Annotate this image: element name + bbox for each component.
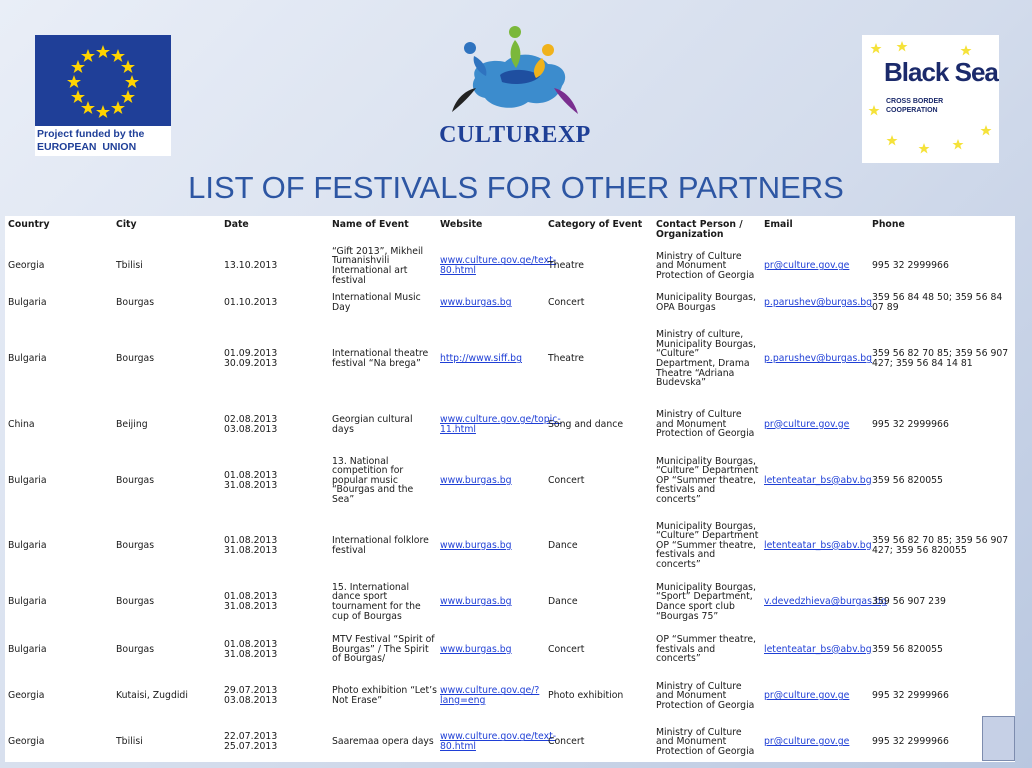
cell-website bbox=[437, 673, 545, 719]
eu-flag-icon bbox=[57, 41, 149, 121]
eu-star bbox=[81, 49, 95, 62]
cell-website bbox=[437, 513, 545, 578]
cell-website bbox=[437, 719, 557, 765]
eu-star bbox=[96, 45, 110, 58]
cell-contact: Ministry of Culture and Monument Protection of Georgia bbox=[656, 409, 755, 440]
eu-star bbox=[121, 60, 135, 73]
cell-phone: 359 56 82 70 85; 359 56 907 427; 359 56 84 14 81 bbox=[872, 348, 1009, 369]
cell-event-name: Saaremaa opera days bbox=[332, 736, 434, 748]
cell-email bbox=[761, 626, 872, 673]
table-row bbox=[5, 243, 1015, 289]
cell-country: Bulgaria bbox=[8, 596, 47, 608]
column-header-website: Website bbox=[440, 219, 483, 230]
cell-city: Bourgas bbox=[116, 643, 155, 655]
eu-star bbox=[81, 101, 95, 114]
cell-phone: 995 32 2999966 bbox=[872, 260, 949, 272]
column-header-country: Country bbox=[8, 219, 50, 230]
blacksea-logo-title: Black Sea bbox=[884, 57, 998, 87]
table-row bbox=[5, 513, 1015, 578]
cell-website bbox=[437, 243, 557, 289]
cell-country: Bulgaria bbox=[8, 297, 47, 309]
cell-date: 01.09.2013 30.09.2013 bbox=[224, 348, 278, 369]
email-link[interactable]: letenteatar_bs@abv.bg bbox=[764, 643, 872, 655]
cell-website bbox=[437, 401, 561, 448]
eu-star bbox=[96, 105, 110, 118]
culturexp-people-map-icon bbox=[430, 20, 600, 130]
cell-date: 01.08.2013 31.08.2013 bbox=[224, 638, 278, 660]
cell-country: Bulgaria bbox=[8, 643, 47, 655]
cell-event-name: Photo exhibition “Let’s Not Erase” bbox=[332, 685, 437, 706]
email-link[interactable]: p.parushev@burgas.bg bbox=[764, 353, 873, 365]
column-header-email: Email bbox=[764, 219, 793, 230]
logo-person-head-blue bbox=[464, 42, 476, 54]
email-link[interactable]: pr@culture.gov.ge bbox=[764, 260, 850, 272]
cell-event-name: MTV Festival “Spirit of Bourgas” / The Spirit of Bourgas/ bbox=[332, 634, 435, 665]
cell-contact: Ministry of Culture and Monument Protection of Georgia bbox=[656, 726, 755, 757]
column-header-phone: Phone bbox=[872, 219, 905, 230]
column-header-date: Date bbox=[224, 219, 249, 230]
bs-star bbox=[897, 41, 908, 52]
table-row bbox=[5, 401, 1015, 448]
cell-contact: Ministry of culture, Municipality Bourgas, “Culture” Department, Drama Theatre “Adriana Budevska” bbox=[656, 329, 756, 389]
website-link[interactable]: www.culture.gov.ge/?lang=eng bbox=[440, 685, 540, 706]
cell-website bbox=[437, 626, 545, 673]
cell-city: Bourgas bbox=[116, 297, 155, 309]
cell-category: Theatre bbox=[548, 353, 584, 365]
logo-swoosh-black bbox=[452, 88, 476, 112]
table-row bbox=[5, 317, 1015, 401]
cell-date: 22.07.2013 25.07.2013 bbox=[224, 731, 278, 752]
cell-phone: 995 32 2999966 bbox=[872, 736, 949, 748]
table-row bbox=[5, 719, 1015, 765]
blacksea-logo bbox=[862, 35, 999, 163]
cell-category: Dance bbox=[548, 596, 578, 608]
bs-star bbox=[961, 45, 972, 56]
table-row bbox=[5, 289, 1015, 317]
cell-website bbox=[437, 578, 545, 626]
cell-category: Concert bbox=[548, 297, 585, 309]
cell-category: Song and dance bbox=[548, 418, 624, 430]
cell-country: Georgia bbox=[8, 736, 45, 748]
cell-category: Theatre bbox=[548, 260, 584, 272]
cell-date: 29.07.2013 03.08.2013 bbox=[224, 685, 278, 706]
email-link[interactable]: pr@culture.gov.ge bbox=[764, 690, 850, 702]
cell-country: Bulgaria bbox=[8, 474, 47, 486]
cell-email bbox=[761, 317, 873, 401]
cell-country: Georgia bbox=[8, 690, 45, 702]
email-link[interactable]: letenteatar_bs@abv.bg bbox=[764, 474, 872, 486]
cell-phone: 359 56 907 239 bbox=[872, 596, 946, 608]
cell-event-name: “Gift 2013”, Mikheil Tumanishvili International art festival bbox=[332, 245, 424, 286]
cell-event-name: 15. International dance sport tournament for the cup of Bourgas bbox=[332, 581, 421, 622]
email-link[interactable]: v.devedzhieva@burgas.bg bbox=[764, 596, 887, 608]
cell-contact: Municipality Bourgas, “Sport” Department, Dance sport club “Bourgas 75” bbox=[656, 581, 756, 622]
cell-phone: 359 56 820055 bbox=[872, 643, 943, 655]
cell-event-name: International theatre festival “Na brega” bbox=[332, 348, 429, 369]
cell-website bbox=[437, 317, 545, 401]
bs-star bbox=[887, 135, 898, 146]
cell-city: Beijing bbox=[116, 418, 148, 430]
cell-contact: Municipality Bourgas, OPA Bourgas bbox=[656, 292, 756, 313]
website-link[interactable]: www.culture.gov.ge/topic-11.html bbox=[440, 413, 561, 435]
cell-contact: Ministry of Culture and Monument Protection of Georgia bbox=[656, 680, 755, 711]
eu-star bbox=[71, 90, 85, 103]
cell-category: Concert bbox=[548, 643, 585, 655]
eu-star bbox=[71, 60, 85, 73]
column-header-contact: Contact Person / Organization bbox=[656, 219, 743, 240]
cell-date: 01.08.2013 31.08.2013 bbox=[224, 534, 278, 556]
cell-date: 02.08.2013 03.08.2013 bbox=[224, 413, 278, 435]
page-title: LIST OF FESTIVALS FOR OTHER PARTNERS bbox=[188, 170, 844, 205]
table-row bbox=[5, 626, 1015, 673]
cell-phone: 995 32 2999966 bbox=[872, 418, 949, 430]
column-header-city: City bbox=[116, 219, 137, 230]
cell-email bbox=[761, 289, 873, 317]
eu-star bbox=[67, 75, 81, 88]
cell-category: Concert bbox=[548, 736, 585, 748]
cell-email bbox=[761, 401, 869, 448]
website-link[interactable]: www.burgas.bg bbox=[440, 474, 512, 486]
cell-event-name: International folklore festival bbox=[332, 534, 429, 556]
website-link[interactable]: www.burgas.bg bbox=[440, 596, 512, 608]
cell-city: Bourgas bbox=[116, 596, 155, 608]
website-link[interactable]: www.culture.gov.ge/text-80.html bbox=[440, 255, 557, 276]
cell-contact: Municipality Bourgas, “Culture” Department OP “Summer theatre, festivals and concerts” bbox=[656, 520, 759, 570]
cell-category: Dance bbox=[548, 539, 578, 551]
bs-star bbox=[953, 139, 964, 150]
cell-website bbox=[437, 448, 545, 513]
festivals-table-container bbox=[5, 216, 1015, 762]
cell-contact: Ministry of Culture and Monument Protection of Georgia bbox=[656, 250, 755, 281]
cell-city: Kutaisi, Zugdidi bbox=[116, 690, 188, 702]
cell-city: Bourgas bbox=[116, 474, 155, 486]
cell-category: Concert bbox=[548, 474, 585, 486]
culturexp-logo bbox=[430, 20, 600, 160]
column-header-name-of-event: Name of Event bbox=[332, 219, 409, 230]
table-row bbox=[5, 673, 1015, 719]
bs-star bbox=[981, 125, 992, 136]
eu-star bbox=[111, 49, 125, 62]
cell-country: Georgia bbox=[8, 260, 45, 272]
cell-country: China bbox=[8, 418, 35, 430]
cell-event-name: 13. National competition for popular music “Bourgas and the Sea” bbox=[332, 455, 414, 505]
website-link[interactable]: www.burgas.bg bbox=[440, 643, 512, 655]
cell-email bbox=[761, 578, 887, 626]
table-header-row bbox=[5, 216, 1015, 243]
website-link[interactable]: www.burgas.bg bbox=[440, 297, 512, 309]
cell-email bbox=[761, 448, 872, 513]
eu-star bbox=[121, 90, 135, 103]
cell-date: 01.08.2013 31.08.2013 bbox=[224, 591, 278, 612]
cell-date: 01.08.2013 31.08.2013 bbox=[224, 469, 278, 491]
cell-phone: 995 32 2999966 bbox=[872, 690, 949, 702]
email-link[interactable]: pr@culture.gov.ge bbox=[764, 736, 850, 748]
table-row bbox=[5, 578, 1015, 626]
logo-person-head-yellow bbox=[542, 44, 554, 56]
festivals-table bbox=[5, 216, 1015, 765]
cell-website bbox=[437, 289, 545, 317]
cell-event-name: Georgian cultural days bbox=[332, 413, 413, 435]
website-link[interactable]: http://www.siff.bg bbox=[440, 353, 522, 365]
cell-city: Tbilisi bbox=[116, 260, 143, 272]
culturexp-logo-text: CULTUREXP bbox=[439, 122, 591, 148]
cell-contact: Municipality Bourgas, “Culture” Department OP “Summer theatre, festivals and concerts” bbox=[656, 455, 759, 505]
logo-person-head-green bbox=[509, 26, 521, 38]
cell-city: Bourgas bbox=[116, 353, 155, 365]
cell-date: 13.10.2013 bbox=[224, 260, 278, 272]
column-header-category: Category of Event bbox=[548, 219, 643, 230]
blacksea-logo-subtitle: CROSS BORDER COOPERATION bbox=[886, 98, 944, 114]
cell-country: Bulgaria bbox=[8, 353, 47, 365]
email-link[interactable]: p.parushev@burgas.bg bbox=[764, 297, 873, 309]
cell-email bbox=[761, 719, 869, 765]
cell-phone: 359 56 820055 bbox=[872, 474, 943, 486]
cell-city: Tbilisi bbox=[116, 736, 143, 748]
eu-star bbox=[111, 101, 125, 114]
cell-event-name: International Music Day bbox=[332, 292, 421, 313]
cell-category: Photo exhibition bbox=[548, 690, 624, 702]
bs-star bbox=[869, 105, 880, 116]
email-link[interactable]: letenteatar_bs@abv.bg bbox=[764, 539, 872, 551]
cell-date: 01.10.2013 bbox=[224, 297, 278, 309]
cell-phone: 359 56 84 48 50; 359 56 84 07 89 bbox=[872, 292, 1003, 313]
cell-country: Bulgaria bbox=[8, 539, 47, 551]
eu-logo-caption: Project funded by the EUROPEAN UNION bbox=[35, 126, 171, 156]
website-link[interactable]: www.culture.gov.ge/text-80.html bbox=[440, 731, 557, 752]
slide-corner-box bbox=[982, 716, 1015, 761]
eu-logo bbox=[35, 35, 171, 156]
logo-swoosh-purple bbox=[554, 88, 578, 114]
cell-city: Bourgas bbox=[116, 539, 155, 551]
cell-email bbox=[761, 513, 872, 578]
cell-email bbox=[761, 673, 869, 719]
email-link[interactable]: pr@culture.gov.ge bbox=[764, 418, 850, 430]
cell-contact: OP “Summer theatre, festivals and concerts” bbox=[656, 634, 756, 665]
table-row bbox=[5, 448, 1015, 513]
bs-star bbox=[871, 43, 882, 54]
website-link[interactable]: www.burgas.bg bbox=[440, 539, 512, 551]
cell-phone: 359 56 82 70 85; 359 56 907 427; 359 56 820055 bbox=[872, 534, 1009, 556]
cell-email bbox=[761, 243, 869, 289]
eu-star bbox=[125, 75, 139, 88]
bs-star bbox=[919, 143, 930, 154]
